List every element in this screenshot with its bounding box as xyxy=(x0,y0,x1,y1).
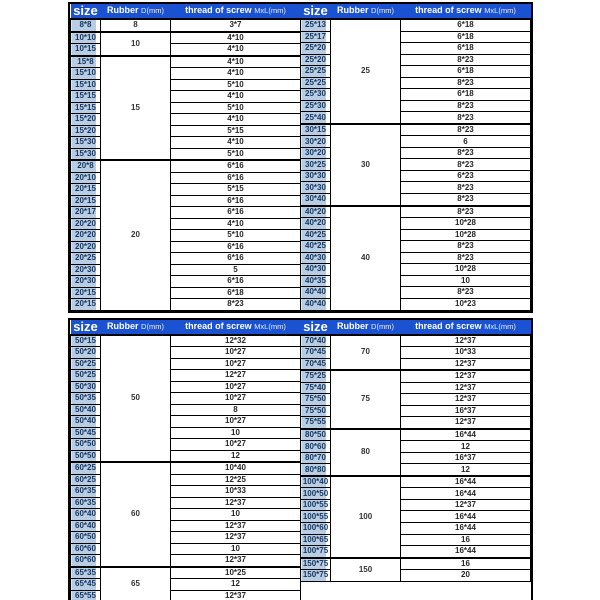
thread-cell: 8*23 xyxy=(401,287,531,299)
size-cell: 10*10 xyxy=(71,32,101,44)
thread-cell: 16*37 xyxy=(401,452,531,464)
size-cell: 20*10 xyxy=(71,172,101,184)
thread-cell: 6*18 xyxy=(401,43,531,55)
header-rubber-unit-label: D(mm) xyxy=(371,6,394,15)
thread-cell: 6*18 xyxy=(171,287,301,299)
header-thread-label: thread of screw xyxy=(185,5,252,15)
size-cell: 15*10 xyxy=(71,68,101,80)
size-cell: 50*25 xyxy=(71,370,101,382)
thread-cell: 12*37 xyxy=(171,497,301,509)
table-row xyxy=(301,476,531,488)
table-row xyxy=(71,335,301,347)
thread-cell: 6*16 xyxy=(171,195,301,207)
thread-cell: 8*23 xyxy=(401,206,531,218)
table-row xyxy=(71,32,301,44)
header-thread-cell xyxy=(171,4,301,19)
size-cell: 60*40 xyxy=(71,520,101,532)
thread-cell: 16*44 xyxy=(401,488,531,500)
thread-cell: 8*23 xyxy=(401,252,531,264)
header-rubber-label: Rubber xyxy=(337,5,369,15)
thread-cell: 12*37 xyxy=(171,590,301,600)
size-cell: 40*35 xyxy=(301,275,331,287)
rubber-group-cell: 75 xyxy=(331,370,401,429)
size-cell: 25*20 xyxy=(301,43,331,55)
size-cell: 80*80 xyxy=(301,464,331,476)
thread-cell: 4*10 xyxy=(171,114,301,126)
table-header xyxy=(71,320,301,335)
thread-cell: 10*40 xyxy=(171,462,301,474)
header-rubber-label: Rubber xyxy=(107,320,139,331)
half-table-right xyxy=(300,320,531,600)
thread-cell: 10*27 xyxy=(171,358,301,370)
thread-cell: 10 xyxy=(401,275,531,287)
size-cell: 65*55 xyxy=(71,590,101,600)
size-cell: 25*30 xyxy=(301,89,331,101)
size-cell: 50*25 xyxy=(71,358,101,370)
thread-cell: 10*25 xyxy=(171,567,301,579)
size-cell: 30*30 xyxy=(301,170,331,182)
size-cell: 40*20 xyxy=(301,206,331,218)
size-cell: 75*50 xyxy=(301,405,331,417)
size-cell: 40*40 xyxy=(301,287,331,299)
size-cell: 80*50 xyxy=(301,429,331,441)
rubber-group-cell: 8 xyxy=(101,19,171,32)
thread-cell: 10*28 xyxy=(401,229,531,241)
tables-container xyxy=(68,2,533,600)
rubber-group-cell: 80 xyxy=(331,429,401,476)
table-row xyxy=(71,160,301,172)
thread-cell: 8*23 xyxy=(401,100,531,112)
header-row xyxy=(71,320,301,335)
rubber-group-cell: 25 xyxy=(331,19,401,124)
thread-cell: 8*23 xyxy=(401,241,531,253)
header-rubber-unit-label: D(mm) xyxy=(371,321,394,331)
thread-cell: 8*23 xyxy=(401,77,531,89)
size-cell: 50*15 xyxy=(71,335,101,347)
table-block-1 xyxy=(68,2,533,313)
thread-cell: 12*37 xyxy=(171,520,301,532)
thread-cell: 10*27 xyxy=(171,347,301,359)
size-cell: 30*15 xyxy=(301,124,331,136)
size-cell: 40*40 xyxy=(301,298,331,310)
table-row xyxy=(71,567,301,579)
size-cell: 100*40 xyxy=(301,476,331,488)
thread-cell: 6*18 xyxy=(401,89,531,101)
thread-cell: 10*23 xyxy=(401,298,531,310)
size-cell: 30*40 xyxy=(301,193,331,205)
thread-cell: 4*10 xyxy=(171,137,301,149)
thread-cell: 10*28 xyxy=(401,218,531,230)
size-cell: 50*35 xyxy=(71,393,101,405)
size-cell: 20*15 xyxy=(71,299,101,311)
size-cell: 60*35 xyxy=(71,486,101,498)
size-cell: 15*10 xyxy=(71,79,101,91)
thread-cell: 5*10 xyxy=(171,79,301,91)
thread-cell: 12*32 xyxy=(171,335,301,347)
header-thread-unit-label: MxL(mm) xyxy=(484,6,516,15)
thread-cell: 8*23 xyxy=(401,159,531,171)
thread-cell: 5*10 xyxy=(171,230,301,242)
thread-cell: 5*15 xyxy=(171,184,301,196)
rubber-group-cell: 60 xyxy=(101,462,171,567)
size-cell: 150*75 xyxy=(301,558,331,570)
header-thread-cell xyxy=(401,4,531,19)
thread-cell: 10 xyxy=(171,427,301,439)
thread-cell: 6*16 xyxy=(171,207,301,219)
table-body xyxy=(71,335,301,600)
rubber-group-cell: 50 xyxy=(101,335,171,463)
thread-cell: 10*27 xyxy=(171,439,301,451)
thread-cell: 8*23 xyxy=(401,54,531,66)
size-cell: 20*15 xyxy=(71,195,101,207)
table-row xyxy=(301,429,531,441)
rubber-group-cell: 150 xyxy=(331,558,401,582)
rubber-group-cell: 100 xyxy=(331,476,401,558)
half-table-left xyxy=(70,320,301,600)
header-size-label: size xyxy=(71,320,101,335)
size-cell: 50*50 xyxy=(71,450,101,462)
header-thread-unit-label: MxL(mm) xyxy=(254,6,286,15)
thread-cell: 12*37 xyxy=(401,335,531,347)
size-cell: 60*50 xyxy=(71,532,101,544)
header-thread-unit-label: MxL(mm) xyxy=(484,321,516,331)
size-cell: 100*50 xyxy=(301,488,331,500)
table-row xyxy=(301,335,531,347)
size-cell: 20*20 xyxy=(71,218,101,230)
table-row xyxy=(71,56,301,68)
thread-cell: 3*7 xyxy=(171,19,301,32)
half-table-right xyxy=(300,4,531,311)
size-cell: 60*60 xyxy=(71,555,101,567)
size-cell: 75*50 xyxy=(301,394,331,406)
rubber-group-cell: 15 xyxy=(101,56,171,161)
table-header xyxy=(71,4,301,19)
size-cell: 65*35 xyxy=(71,567,101,579)
size-cell: 10*15 xyxy=(71,44,101,56)
size-cell: 40*20 xyxy=(301,218,331,230)
thread-cell: 5*10 xyxy=(171,148,301,160)
size-cell: 25*13 xyxy=(301,19,331,31)
thread-cell: 8*23 xyxy=(401,193,531,205)
rubber-group-cell: 10 xyxy=(101,32,171,56)
header-thread-label: thread of screw xyxy=(415,5,482,15)
size-cell: 60*35 xyxy=(71,497,101,509)
thread-cell: 10*27 xyxy=(171,381,301,393)
table-header xyxy=(301,4,531,19)
thread-cell: 12*25 xyxy=(171,474,301,486)
size-cell: 15*15 xyxy=(71,102,101,114)
empty-row xyxy=(301,581,531,600)
thread-cell: 16*44 xyxy=(401,546,531,558)
size-cell: 20*30 xyxy=(71,264,101,276)
empty-cell xyxy=(301,581,531,600)
header-rubber-unit-label: D(mm) xyxy=(141,6,164,15)
thread-cell: 12 xyxy=(171,579,301,591)
size-cell: 50*30 xyxy=(71,381,101,393)
thread-cell: 6 xyxy=(401,136,531,148)
size-cell: 30*30 xyxy=(301,182,331,194)
header-rubber-cell xyxy=(101,4,171,19)
size-cell: 15*8 xyxy=(71,56,101,68)
size-cell: 15*30 xyxy=(71,137,101,149)
thread-cell: 4*10 xyxy=(171,32,301,44)
table-row xyxy=(301,19,531,31)
thread-cell: 12*27 xyxy=(171,370,301,382)
header-rubber-cell xyxy=(331,4,401,19)
thread-cell: 5*15 xyxy=(171,125,301,137)
size-cell: 20*15 xyxy=(71,184,101,196)
header-row xyxy=(71,4,301,19)
thread-cell: 5 xyxy=(171,264,301,276)
header-rubber-label: Rubber xyxy=(107,5,139,15)
rubber-group-cell: 70 xyxy=(331,335,401,371)
size-cell: 20*8 xyxy=(71,160,101,172)
size-cell: 25*30 xyxy=(301,100,331,112)
table-row xyxy=(301,370,531,382)
size-cell: 75*55 xyxy=(301,417,331,429)
thread-cell: 12 xyxy=(171,450,301,462)
size-cell: 40*30 xyxy=(301,252,331,264)
thread-cell: 4*10 xyxy=(171,91,301,103)
size-cell: 20*15 xyxy=(71,287,101,299)
rubber-group-cell: 20 xyxy=(101,160,171,310)
thread-cell: 6*16 xyxy=(171,172,301,184)
table-row xyxy=(301,124,531,136)
thread-cell: 8*23 xyxy=(401,124,531,136)
thread-cell: 10*28 xyxy=(401,264,531,276)
size-cell: 50*20 xyxy=(71,347,101,359)
thread-cell: 12*37 xyxy=(401,370,531,382)
size-cell: 30*25 xyxy=(301,159,331,171)
size-cell: 20*20 xyxy=(71,241,101,253)
header-size-label: size xyxy=(301,4,331,19)
thread-cell: 8*23 xyxy=(401,182,531,194)
thread-cell: 4*10 xyxy=(171,44,301,56)
thread-cell: 6*16 xyxy=(171,276,301,288)
thread-cell: 16 xyxy=(401,558,531,570)
thread-cell: 12 xyxy=(401,441,531,453)
header-rubber-unit-label: D(mm) xyxy=(141,321,164,331)
size-cell: 40*25 xyxy=(301,229,331,241)
size-cell: 40*30 xyxy=(301,264,331,276)
size-cell: 15*15 xyxy=(71,91,101,103)
table-row xyxy=(301,558,531,570)
table-row xyxy=(71,462,301,474)
thread-cell: 16 xyxy=(401,534,531,546)
thread-cell: 20 xyxy=(401,570,531,582)
thread-cell: 10*27 xyxy=(171,393,301,405)
thread-cell: 6*18 xyxy=(401,31,531,43)
thread-cell: 16*37 xyxy=(401,405,531,417)
header-thread-label: thread of screw xyxy=(415,320,482,331)
thread-cell: 10*27 xyxy=(171,416,301,428)
size-cell: 80*60 xyxy=(301,441,331,453)
header-rubber-cell xyxy=(101,320,171,335)
size-cell: 25*20 xyxy=(301,54,331,66)
header-thread-unit-label: MxL(mm) xyxy=(254,321,286,331)
thread-cell: 12*37 xyxy=(171,532,301,544)
rubber-group-cell: 30 xyxy=(331,124,401,206)
thread-cell: 12 xyxy=(401,464,531,476)
size-cell: 25*40 xyxy=(301,112,331,124)
size-cell: 70*45 xyxy=(301,347,331,359)
thread-cell: 10 xyxy=(171,509,301,521)
header-thread-cell xyxy=(171,320,301,335)
thread-cell: 4*10 xyxy=(171,218,301,230)
header-thread-cell xyxy=(401,320,531,335)
size-cell: 70*45 xyxy=(301,358,331,370)
size-cell: 100*60 xyxy=(301,523,331,535)
table-body xyxy=(301,19,531,310)
size-cell: 8*8 xyxy=(71,19,101,32)
thread-cell: 16*44 xyxy=(401,523,531,535)
thread-cell: 12*37 xyxy=(401,358,531,370)
size-cell: 100*75 xyxy=(301,546,331,558)
thread-cell: 12*37 xyxy=(401,382,531,394)
thread-cell: 6*18 xyxy=(401,66,531,78)
rubber-group-cell: 65 xyxy=(101,567,171,600)
size-cell: 15*20 xyxy=(71,125,101,137)
table-row xyxy=(71,19,301,32)
size-cell: 20*20 xyxy=(71,230,101,242)
table-body xyxy=(301,335,531,600)
table-row xyxy=(301,206,531,218)
size-cell: 50*40 xyxy=(71,416,101,428)
thread-cell: 8*23 xyxy=(401,147,531,159)
size-cell: 30*20 xyxy=(301,147,331,159)
size-cell: 20*25 xyxy=(71,253,101,265)
header-size-label: size xyxy=(301,320,331,335)
table-block-2 xyxy=(68,318,533,600)
header-row xyxy=(301,4,531,19)
thread-cell: 8 xyxy=(171,404,301,416)
size-cell: 50*45 xyxy=(71,427,101,439)
thread-cell: 6*16 xyxy=(171,160,301,172)
size-cell: 75*40 xyxy=(301,382,331,394)
size-cell: 30*20 xyxy=(301,136,331,148)
header-row xyxy=(301,320,531,335)
thread-cell: 12*37 xyxy=(401,417,531,429)
header-rubber-label: Rubber xyxy=(337,320,369,331)
size-cell: 100*65 xyxy=(301,534,331,546)
thread-cell: 10*33 xyxy=(171,486,301,498)
thread-cell: 12*37 xyxy=(401,499,531,511)
size-cell: 100*55 xyxy=(301,499,331,511)
size-cell: 65*45 xyxy=(71,579,101,591)
table-header xyxy=(301,320,531,335)
size-cell: 60*25 xyxy=(71,462,101,474)
size-cell: 60*40 xyxy=(71,509,101,521)
thread-cell: 4*10 xyxy=(171,68,301,80)
size-cell: 50*40 xyxy=(71,404,101,416)
size-cell: 25*17 xyxy=(301,31,331,43)
size-cell: 100*55 xyxy=(301,511,331,523)
thread-cell: 16*44 xyxy=(401,511,531,523)
size-cell: 20*17 xyxy=(71,207,101,219)
thread-cell: 10 xyxy=(171,543,301,555)
size-cell: 150*75 xyxy=(301,570,331,582)
size-cell: 15*30 xyxy=(71,148,101,160)
table-body xyxy=(71,19,301,310)
thread-cell: 6*16 xyxy=(171,241,301,253)
thread-cell: 16*44 xyxy=(401,429,531,441)
size-cell: 25*25 xyxy=(301,66,331,78)
header-thread-label: thread of screw xyxy=(185,320,252,331)
half-table-left xyxy=(70,4,301,311)
size-cell: 70*40 xyxy=(301,335,331,347)
thread-cell: 4*10 xyxy=(171,56,301,68)
thread-cell: 12*37 xyxy=(171,555,301,567)
size-cell: 40*25 xyxy=(301,241,331,253)
thread-cell: 12*37 xyxy=(401,394,531,406)
thread-cell: 6*23 xyxy=(401,170,531,182)
thread-cell: 6*16 xyxy=(171,253,301,265)
size-cell: 50*50 xyxy=(71,439,101,451)
header-size-label: size xyxy=(71,4,101,19)
size-cell: 25*25 xyxy=(301,77,331,89)
rubber-group-cell: 40 xyxy=(331,206,401,311)
thread-cell: 16*44 xyxy=(401,476,531,488)
thread-cell: 8*23 xyxy=(401,112,531,124)
size-cell: 15*20 xyxy=(71,114,101,126)
header-rubber-cell xyxy=(331,320,401,335)
size-cell: 60*60 xyxy=(71,543,101,555)
thread-cell: 10*33 xyxy=(401,347,531,359)
size-cell: 75*25 xyxy=(301,370,331,382)
size-cell: 80*70 xyxy=(301,452,331,464)
thread-cell: 8*23 xyxy=(171,299,301,311)
size-cell: 60*25 xyxy=(71,474,101,486)
thread-cell: 5*10 xyxy=(171,102,301,114)
size-cell: 20*30 xyxy=(71,276,101,288)
thread-cell: 6*18 xyxy=(401,19,531,31)
